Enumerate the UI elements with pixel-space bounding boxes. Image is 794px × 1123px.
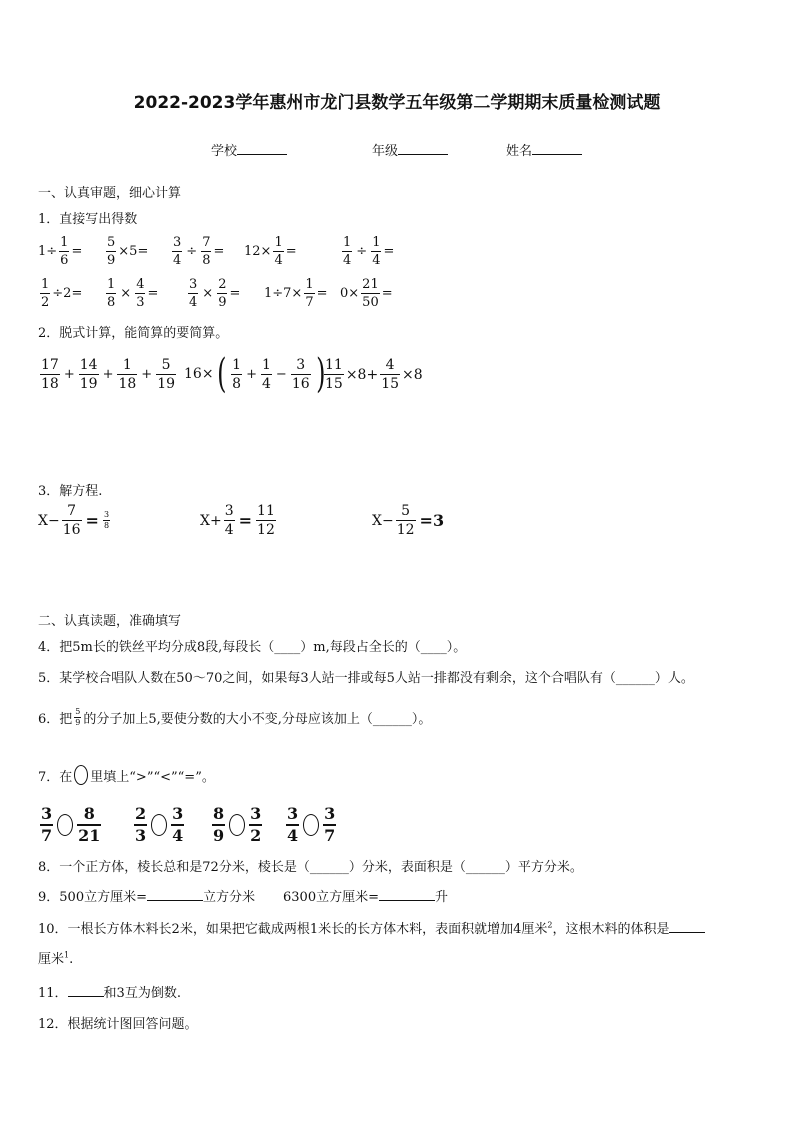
compare-blank-1[interactable] [57, 814, 73, 836]
question-9: 9．500立方厘米= 立方分米 6300立方厘米= 升 [38, 886, 448, 905]
school-blank[interactable] [237, 141, 287, 155]
q1-r2-e3: $\frac{3}{4}$ × $\frac{2}{9}$ = [189, 277, 241, 310]
section-2-heading: 二、认真读题，准确填写 [38, 614, 182, 629]
q7-pair-3: $\frac{8}{9}$ $\frac{3}{2}$ [213, 804, 262, 845]
page-title: 2022-2023学年惠州市龙门县数学五年级第二学期期末质量检测试题 [133, 93, 661, 113]
q2-expr-1: $\frac{17}{18}$ + $\frac{14}{19}$ + $\frac{1}{18}$ + $\frac{5}{19}$ [41, 357, 176, 392]
question-12: 12．根据统计图回答问题。 [38, 1017, 198, 1032]
q7-pair-4: $\frac{3}{4}$ $\frac{3}{7}$ [287, 804, 336, 845]
question-11: 11． 和3互为倒数. [38, 982, 181, 1001]
q1-r2-e1: $\frac{1}{2}$ ÷2= [41, 277, 83, 310]
q1-r2-e2: $\frac{1}{8}$ × $\frac{4}{3}$ = [107, 277, 159, 310]
q1-r1-e3: $\frac{3}{4}$ ÷ $\frac{7}{8}$ = [173, 235, 225, 268]
question-4: 4．把5m长的铁丝平均分成8段,每段长（____）m,每段占全长的（____）。 [38, 640, 467, 655]
grade-field [372, 140, 448, 159]
question-2-label: 2．脱式计算，能简算的要简算。 [38, 326, 229, 341]
grade-blank[interactable] [398, 141, 448, 155]
q11-blank[interactable] [68, 983, 104, 997]
compare-blank-2[interactable] [151, 814, 167, 836]
q7-pair-1: $\frac{3}{7}$ $\frac{8}{21}$ [41, 804, 101, 845]
grade-label: 年级 [372, 144, 399, 159]
q1-r1-e4: 12× $\frac{1}{4}$ = [244, 235, 297, 268]
name-label: 姓名 [506, 144, 533, 159]
school-field [211, 140, 287, 159]
compare-blank-4[interactable] [303, 814, 319, 836]
section-1-heading: 一、认真审题，细心计算 [38, 186, 182, 201]
name-field [506, 140, 582, 159]
q1-r1-e1: 1÷ $\frac{1}{6}$ = [38, 235, 83, 268]
question-7-label: 7．在 里填上“>”“<”“=”。 [38, 765, 215, 785]
question-3-label: 3．解方程. [38, 484, 103, 499]
question-10: 10．一根长方体木料长2米，如果把它截成两根1米长的长方体木料，表面积就增加4厘米$^2$，这根木料的体积是 [38, 918, 705, 937]
question-6: 6．把 $\frac{5}{9}$ 的分子加上5,要使分数的大小不变,分母应该加上（______）。 [38, 707, 432, 727]
compare-circle-icon [74, 765, 88, 785]
question-8: 8．一个正方体，棱长总和是72分米，棱长是（______）分米，表面积是（______）平方分米。 [38, 860, 583, 875]
school-label: 学校 [211, 144, 238, 159]
question-1-label: 1．直接写出得数 [38, 212, 138, 227]
q3-eq-3: X− $\frac{5}{12}$ =3 [372, 503, 445, 538]
q1-r1-e5: $\frac{1}{4}$ ÷ $\frac{1}{4}$ = [343, 235, 395, 268]
compare-blank-3[interactable] [229, 814, 245, 836]
q2-expr-3: $\frac{11}{15}$ ×8+ $\frac{4}{15}$ ×8 [325, 357, 423, 392]
q3-eq-2: X+ $\frac{3}{4}$ = $\frac{11}{12}$ [200, 503, 275, 538]
question-5: 5．某学校合唱队人数在50～70之间，如果每3人站一排或每5人站一排都没有剩余，这个合唱队有（______）人。 [38, 671, 694, 686]
q1-r2-e5: 0× $\frac{21}{50}$ = [340, 277, 393, 310]
q9-blank-2[interactable] [379, 887, 435, 901]
q10-blank[interactable] [669, 919, 705, 933]
q3-eq-1: X− $\frac{7}{16}$ = $\frac{3}{8}$ [38, 503, 110, 538]
q9-blank-1[interactable] [147, 887, 203, 901]
name-blank[interactable] [532, 141, 582, 155]
q1-r2-e4: 1÷7× $\frac{1}{7}$ = [264, 277, 328, 310]
question-10-cont: 厘米$^1$. [38, 950, 74, 967]
q7-pair-2: $\frac{2}{3}$ $\frac{3}{4}$ [135, 804, 184, 845]
q1-r1-e2: $\frac{5}{9}$ ×5= [107, 235, 149, 268]
q2-expr-2: 16× ( $\frac{1}{8}$ + $\frac{1}{4}$ − $\frac{3}{16}$ ) [184, 351, 326, 397]
